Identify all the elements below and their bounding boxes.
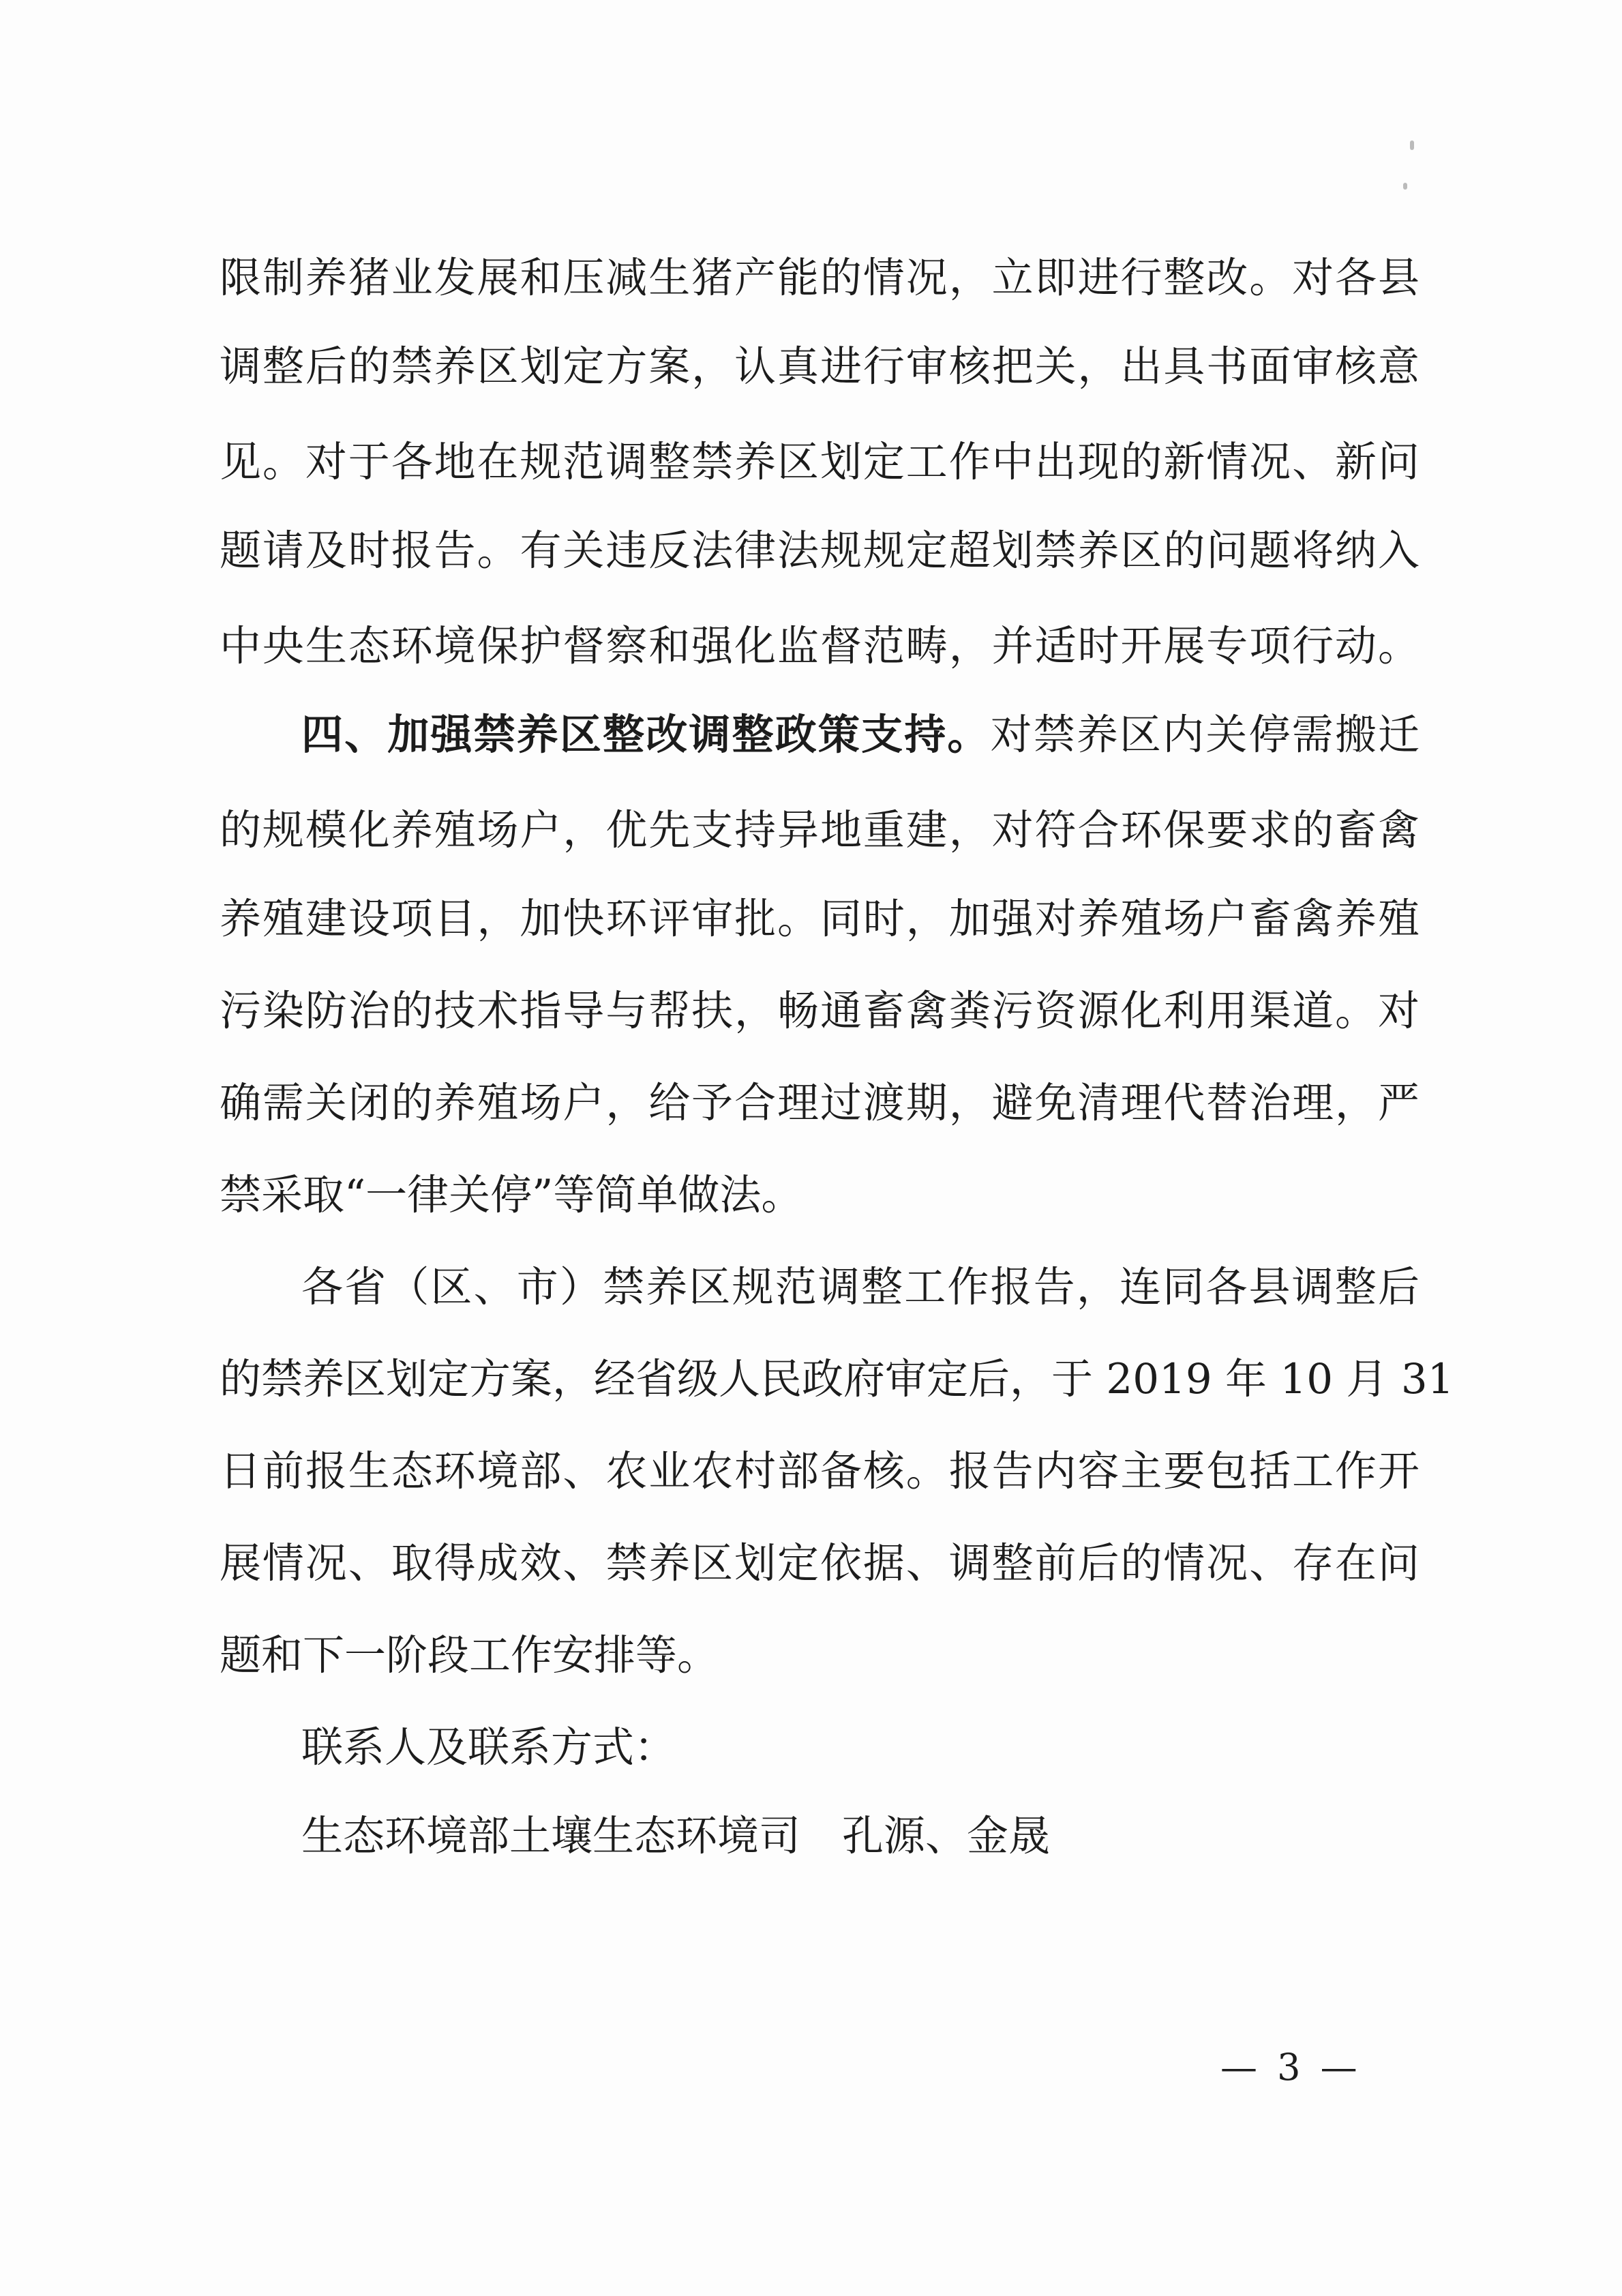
- scan-mark: [1410, 140, 1414, 150]
- section-4-line-5: 确需关闭的养殖场户，给予合理过渡期，避免清理代替治理，严: [220, 1079, 1420, 1127]
- paragraph-3-line-4: 展情况、取得成效、禁养区划定依据、调整前后的情况、存在问: [220, 1539, 1420, 1587]
- contact-line: 生态环境部土壤生态环境司 孔源、金晟: [301, 1812, 1051, 1860]
- paragraph-1-line-5: 中央生态环境保护督察和强化监督范畴，并适时开展专项行动。: [220, 622, 1420, 670]
- paragraph-1-line-3: 见。对于各地在规范调整禁养区划定工作中出现的新情况、新问: [220, 438, 1420, 486]
- section-4-line-2: 的规模化养殖场户，优先支持异地重建，对符合环保要求的畜禽: [220, 806, 1420, 854]
- section-4-first-line: [301, 694, 1420, 776]
- section-4-line-4: 污染防治的技术指导与帮扶，畅通畜禽粪污资源化利用渠道。对: [220, 987, 1420, 1035]
- contact-label: 联系人及联系方式：: [301, 1723, 676, 1772]
- section-4-line-3: 养殖建设项目，加快环评审批。同时，加强对养殖场户畜禽养殖: [220, 895, 1420, 943]
- section-4-line-6: 禁采取“一律关停”等简单做法。: [220, 1171, 803, 1219]
- paragraph-1-line-1: 限制养猪业发展和压减生猪产能的情况，立即进行整改。对各县: [220, 254, 1420, 302]
- section-4-heading: 四、加强禁养区整改调整政策支持。: [301, 711, 991, 759]
- paragraph-3-line-5: 题和下一阶段工作安排等。: [220, 1631, 719, 1680]
- paragraph-3-line-1: 各省（区、市）禁养区规范调整工作报告，连同各县调整后: [301, 1263, 1420, 1311]
- scan-mark: [1403, 183, 1407, 190]
- paragraph-1-line-4: 题请及时报告。有关违反法律法规规定超划禁养区的问题将纳入: [220, 526, 1420, 575]
- paragraph-3-line-2: 的禁养区划定方案，经省级人民政府审定后，于 2019 年 10 月 31: [220, 1355, 1454, 1403]
- paragraph-3-line-3: 日前报生态环境部、农业农村部备核。报告内容主要包括工作开: [220, 1447, 1420, 1495]
- page-number: — 3 —: [1220, 2046, 1362, 2089]
- paragraph-1-line-2: 调整后的禁养区划定方案，认真进行审核把关，出具书面审核意: [220, 342, 1420, 391]
- section-4-first-line-rest: 对禁养区内关停需搬迁: [990, 711, 1420, 759]
